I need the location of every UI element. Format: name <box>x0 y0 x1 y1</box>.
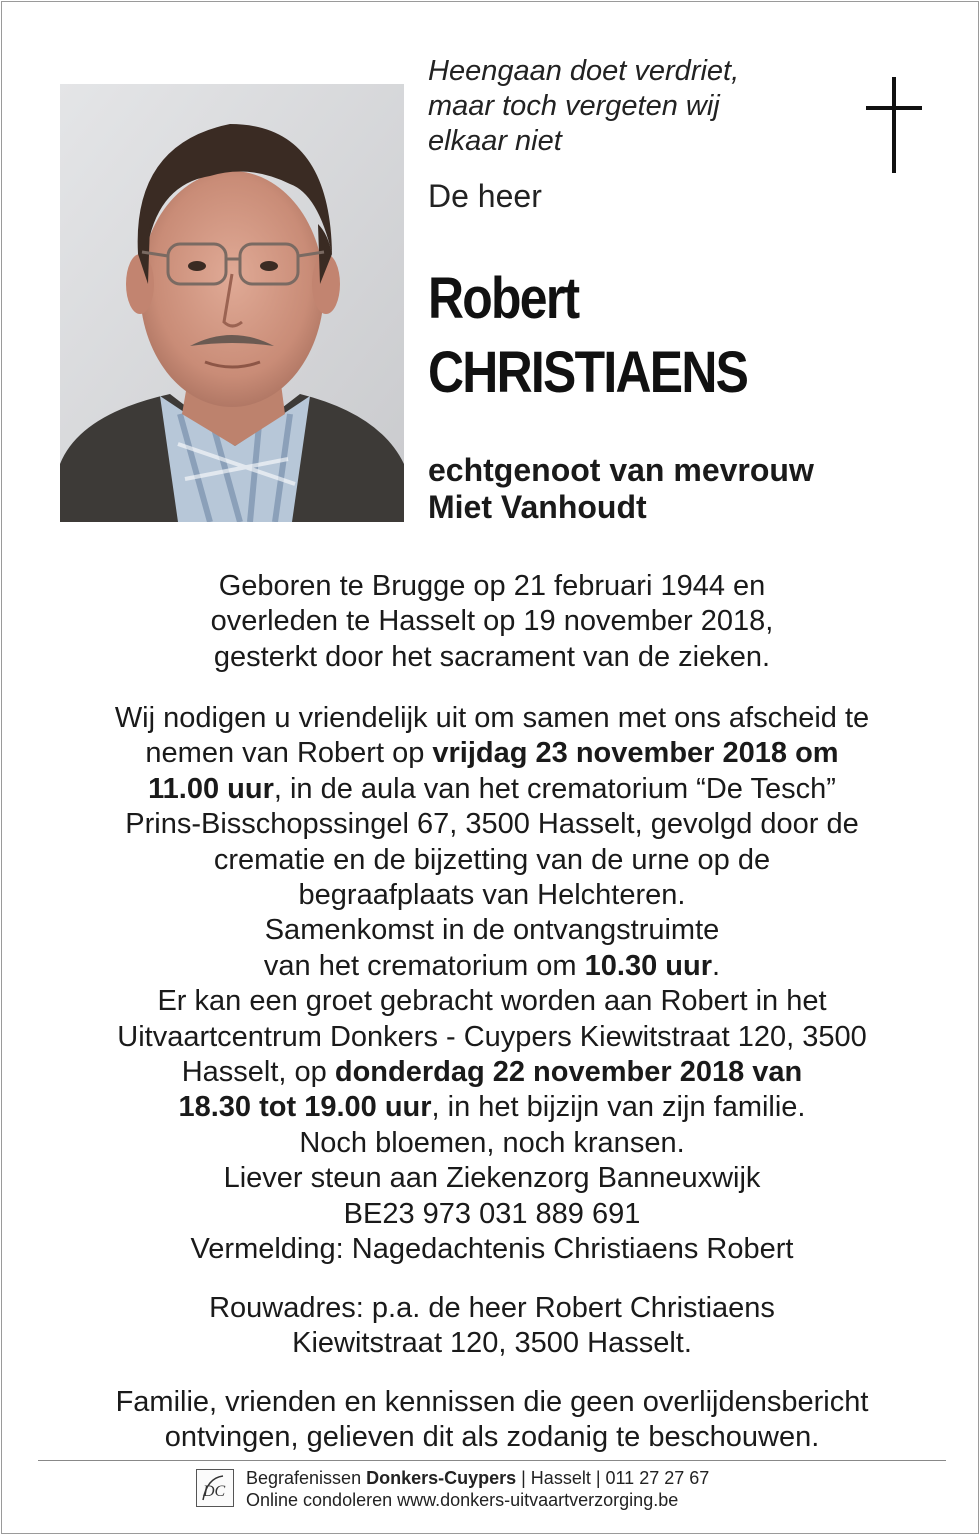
portrait-illustration <box>60 84 404 522</box>
spouse-line: echtgenoot van mevrouw <box>428 452 814 488</box>
first-name: Robert <box>428 266 579 331</box>
ceremony-line <box>42 1055 942 1090</box>
family-notice <box>42 1385 942 1456</box>
dc-logo-mark <box>197 1470 233 1506</box>
birth-death-info <box>42 569 942 675</box>
motto-line: Heengaan doet verdriet, <box>428 55 740 87</box>
ceremony-line: crematie en de bijzetting van de urne op de <box>213 843 771 876</box>
text-segment: , in de aula van het crematorium “De Tesch” <box>273 772 836 805</box>
motto-line: elkaar niet <box>428 125 562 157</box>
visitation-date: donderdag 22 november 2018 van <box>334 1056 803 1089</box>
address-line: Rouwadres: p.a. de heer Robert Christiaens <box>209 1292 775 1324</box>
ceremony-line: Samenkomst in de ontvangstruimte <box>264 914 720 947</box>
obituary-card <box>1 1 979 1534</box>
ceremony-date: vrijdag 23 november 2018 om <box>432 737 839 770</box>
spouse-info <box>428 452 814 526</box>
portrait-photo <box>60 84 404 522</box>
text-segment: | Hasselt | 011 27 27 67 <box>516 1468 710 1488</box>
text-segment: Begrafenissen <box>246 1468 367 1488</box>
text-segment: van het crematorium om <box>263 949 585 982</box>
logo-text: DC <box>203 1483 226 1500</box>
ceremony-line <box>42 772 942 807</box>
ceremony-line: Liever steun aan Ziekenzorg Banneuxwijk <box>223 1162 761 1195</box>
honorific: De heer <box>428 178 542 214</box>
dc-logo-icon <box>196 1469 234 1507</box>
company-name: Donkers-Cuypers <box>366 1468 517 1488</box>
footer-divider <box>38 1460 946 1461</box>
notice-line: ontvingen, gelieven dit als zodanig te beschouwen. <box>164 1421 820 1454</box>
ceremony-info <box>42 701 942 1268</box>
born-line: overleden te Hasselt op 19 november 2018, <box>210 605 774 638</box>
cross-icon <box>864 77 924 173</box>
footer-text <box>246 1467 709 1511</box>
ceremony-line <box>42 736 942 771</box>
mourning-address <box>42 1291 942 1362</box>
born-line: gesterkt door het sacrament van de zieken. <box>213 640 771 673</box>
ceremony-line: Vermelding: Nagedachtenis Christiaens Robert <box>190 1233 794 1266</box>
last-name: CHRISTIAENS <box>428 340 748 405</box>
born-line: Geboren te Brugge op 21 februari 1944 en <box>218 570 766 602</box>
motto-line: maar toch vergeten wij <box>428 90 720 122</box>
gathering-time: 10.30 uur <box>584 949 712 982</box>
motto <box>428 54 848 159</box>
ceremony-line <box>42 1090 942 1125</box>
address-line: Kiewitstraat 120, 3500 Hasselt. <box>292 1327 692 1360</box>
ceremony-line <box>42 949 942 984</box>
ceremony-line: Er kan een groet gebracht worden aan Robert in het <box>157 985 827 1018</box>
ceremony-line: Wij nodigen u vriendelijk uit om samen met ons afscheid te <box>114 702 870 734</box>
ceremony-line: begraafplaats van Helchteren. <box>298 879 686 912</box>
iban-line: BE23 973 031 889 691 <box>343 1197 641 1230</box>
text-segment: nemen van Robert op <box>145 737 433 770</box>
ceremony-line: Prins-Bisschopssingel 67, 3500 Hasselt, gevolgd door de <box>125 808 859 841</box>
notice-line: Familie, vrienden en kennissen die geen overlijdensbericht <box>115 1386 869 1418</box>
footer-line <box>246 1467 709 1489</box>
ceremony-line: Noch bloemen, noch kransen. <box>299 1126 685 1159</box>
text-segment: Hasselt, op <box>181 1056 335 1089</box>
spouse-line: Miet Vanhoudt <box>428 489 647 525</box>
ceremony-time: 11.00 uur <box>148 772 274 805</box>
condolence-link[interactable]: Online condoleren www.donkers-uitvaartverzorging.be <box>246 1490 679 1510</box>
deceased-name <box>428 262 747 410</box>
visitation-time: 18.30 tot 19.00 uur <box>178 1091 432 1124</box>
text-segment: . <box>712 949 721 982</box>
ceremony-line: Uitvaartcentrum Donkers - Cuypers Kiewitstraat 120, 3500 <box>117 1020 867 1053</box>
text-segment: , in het bijzijn van zijn familie. <box>431 1091 806 1124</box>
